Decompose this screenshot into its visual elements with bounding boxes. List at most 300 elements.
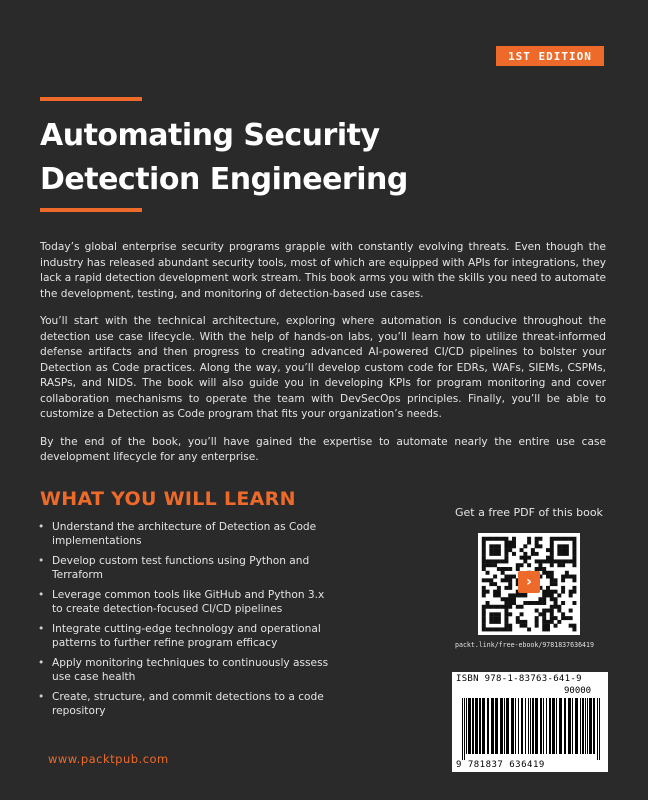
qr-module	[565, 537, 569, 541]
qr-module	[569, 575, 573, 579]
qr-module	[535, 544, 539, 548]
qr-module	[523, 559, 527, 563]
qr-module	[512, 537, 516, 541]
qr-module	[504, 578, 508, 582]
barcode-bar	[546, 698, 547, 754]
barcode-bar	[479, 698, 481, 754]
barcode-bar	[582, 698, 584, 754]
barcode-bar	[511, 698, 514, 754]
qr-module	[486, 559, 490, 563]
qr-module	[482, 609, 486, 613]
qr-module	[531, 548, 535, 552]
qr-module	[554, 590, 558, 594]
qr-module	[572, 548, 576, 552]
qr-module	[482, 627, 486, 631]
qr-module	[538, 537, 542, 541]
qr-module	[497, 552, 501, 556]
qr-module	[569, 609, 573, 613]
qr-module	[497, 567, 501, 571]
barcode-bar	[585, 698, 586, 754]
qr-module	[535, 541, 539, 545]
qr-module	[527, 627, 531, 631]
qr-module	[493, 548, 497, 552]
qr-module	[554, 624, 558, 628]
qr-module	[501, 567, 505, 571]
qr-module	[504, 567, 508, 571]
qr-module	[482, 541, 486, 545]
edition-badge: 1ST EDITION	[496, 46, 604, 66]
qr-module	[542, 612, 546, 616]
qr-module	[493, 590, 497, 594]
qr-module	[557, 609, 561, 613]
isbn-text: ISBN 978-1-83763-641-9	[456, 674, 582, 684]
qr-module	[486, 571, 490, 575]
qr-module	[535, 620, 539, 624]
description-paragraph: By the end of the book, you’ll have gained the expertise to automate nearly the entire use case development lifecycle for any enterprise.	[40, 435, 606, 463]
qr-module	[493, 605, 497, 609]
qr-module	[527, 537, 531, 541]
qr-module	[493, 563, 497, 567]
qr-module	[561, 616, 565, 620]
barcode-bar	[530, 698, 531, 754]
qr-module	[527, 541, 531, 545]
barcode-bar	[599, 698, 600, 760]
qr-module	[546, 575, 550, 579]
qr-module	[572, 559, 576, 563]
qr-module	[557, 620, 561, 624]
qr-module	[535, 601, 539, 605]
qr-module	[523, 593, 527, 597]
qr-module	[504, 544, 508, 548]
qr-module	[501, 578, 505, 582]
qr-module	[516, 563, 520, 567]
qr-module	[504, 620, 508, 624]
qr-module	[493, 612, 497, 616]
qr-module	[508, 544, 512, 548]
qr-module	[542, 597, 546, 601]
qr-module	[531, 601, 535, 605]
qr-module	[512, 541, 516, 545]
qr-module	[516, 620, 520, 624]
barcode-bar	[521, 698, 523, 754]
qr-module	[489, 627, 493, 631]
qr-module	[493, 537, 497, 541]
qr-module	[561, 559, 565, 563]
title-line-2: Detection Engineering	[40, 162, 408, 197]
qr-module	[508, 578, 512, 582]
qr-module	[561, 563, 565, 567]
qr-module	[523, 556, 527, 560]
barcode-bar	[587, 698, 588, 754]
qr-module	[572, 575, 576, 579]
qr-module	[550, 616, 554, 620]
barcode-bar	[528, 698, 529, 754]
qr-module	[546, 571, 550, 575]
qr-module	[550, 575, 554, 579]
qr-module	[565, 548, 569, 552]
qr-module	[527, 556, 531, 560]
qr-module	[542, 590, 546, 594]
qr-module	[523, 624, 527, 628]
qr-module	[512, 593, 516, 597]
qr-module	[550, 563, 554, 567]
qr-module	[561, 544, 565, 548]
title-line-1: Automating Security	[40, 118, 380, 153]
qr-module	[508, 582, 512, 586]
qr-module	[486, 605, 490, 609]
qr-module	[482, 556, 486, 560]
qr-module	[520, 620, 524, 624]
qr-module	[538, 612, 542, 616]
qr-module	[504, 537, 508, 541]
qr-module	[569, 593, 573, 597]
qr-module	[501, 627, 505, 631]
qr-module	[489, 620, 493, 624]
qr-module	[572, 578, 576, 582]
barcode-bar	[491, 698, 494, 754]
barcode-bar	[543, 698, 544, 754]
barcode-bar	[532, 698, 534, 754]
qr-module	[572, 586, 576, 590]
qr-module	[486, 578, 490, 582]
qr-module	[501, 597, 505, 601]
qr-module	[482, 620, 486, 624]
qr-module	[493, 620, 497, 624]
qr-module	[572, 601, 576, 605]
barcode-bar	[495, 698, 498, 754]
isbn-barcode	[452, 672, 608, 772]
qr-module	[523, 601, 527, 605]
qr-module	[482, 616, 486, 620]
qr-module	[557, 544, 561, 548]
qr-module	[546, 586, 550, 590]
qr-module	[557, 563, 561, 567]
qr-module	[572, 537, 576, 541]
qr-module	[493, 575, 497, 579]
qr-module	[542, 601, 546, 605]
barcode-bars	[460, 686, 604, 760]
qr-module	[565, 575, 569, 579]
barcode-bar	[515, 698, 516, 754]
qr-module	[516, 605, 520, 609]
qr-module	[493, 552, 497, 556]
barcode-bar	[589, 698, 592, 754]
barcode-bar	[466, 698, 467, 754]
qr-module	[550, 593, 554, 597]
qr-module	[482, 593, 486, 597]
qr-module	[546, 609, 550, 613]
qr-module	[497, 612, 501, 616]
qr-module	[554, 601, 558, 605]
qr-module	[508, 586, 512, 590]
qr-module	[565, 544, 569, 548]
qr-module	[512, 552, 516, 556]
qr-module	[546, 556, 550, 560]
qr-module	[561, 578, 565, 582]
qr-module	[504, 605, 508, 609]
qr-module	[565, 571, 569, 575]
qr-module	[486, 537, 490, 541]
qr-module	[482, 548, 486, 552]
barcode-bar	[540, 698, 542, 754]
qr-module	[486, 601, 490, 605]
qr-module	[572, 590, 576, 594]
qr-module	[501, 537, 505, 541]
qr-module	[504, 556, 508, 560]
qr-module	[493, 616, 497, 620]
barcode-bar	[580, 698, 581, 754]
qr-module	[504, 541, 508, 545]
barcode-number: 9 781837 636419	[456, 760, 545, 770]
barcode-bar	[518, 698, 519, 754]
qr-module	[497, 559, 501, 563]
qr-module	[504, 624, 508, 628]
qr-module	[482, 578, 486, 582]
qr-module	[561, 548, 565, 552]
qr-module	[504, 609, 508, 613]
qr-module	[550, 548, 554, 552]
learn-item: • Create, structure, and commit detections to a code repository	[38, 690, 338, 718]
barcode-bar	[468, 698, 471, 754]
qr-module	[561, 590, 565, 594]
qr-module	[538, 601, 542, 605]
barcode-bar	[572, 698, 573, 754]
qr-module	[550, 578, 554, 582]
qr-module	[508, 541, 512, 545]
free-ebook-link[interactable]: packt.link/free-ebook/9781837636419	[455, 641, 594, 649]
qr-module	[546, 590, 550, 594]
qr-module	[572, 552, 576, 556]
chevron-right-icon: ›	[518, 571, 540, 593]
qr-module	[561, 601, 565, 605]
qr-module	[554, 605, 558, 609]
learn-list	[38, 520, 338, 724]
barcode-bar	[464, 698, 465, 760]
qr-module	[489, 559, 493, 563]
qr-module	[572, 544, 576, 548]
qr-module	[489, 582, 493, 586]
qr-module	[542, 559, 546, 563]
qr-module	[497, 586, 501, 590]
qr-module	[523, 620, 527, 624]
qr-module	[561, 552, 565, 556]
qr-module	[497, 605, 501, 609]
barcode-bar	[472, 698, 474, 754]
qr-module	[557, 548, 561, 552]
qr-module	[557, 593, 561, 597]
qr-module	[482, 537, 486, 541]
qr-module	[565, 559, 569, 563]
qr-module	[550, 544, 554, 548]
qr-module	[561, 575, 565, 579]
qr-module	[489, 616, 493, 620]
qr-module	[504, 612, 508, 616]
qr-module	[501, 605, 505, 609]
qr-module	[489, 548, 493, 552]
qr-module	[501, 571, 505, 575]
qr-module	[572, 541, 576, 545]
qr-module	[508, 612, 512, 616]
qr-module	[489, 578, 493, 582]
book-description	[40, 240, 606, 478]
qr-module	[572, 627, 576, 631]
qr-module	[550, 609, 554, 613]
barcode-bar	[475, 698, 478, 754]
qr-module	[504, 548, 508, 552]
qr-module	[561, 612, 565, 616]
qr-module	[493, 544, 497, 548]
qr-module	[504, 616, 508, 620]
qr-module	[546, 559, 550, 563]
qr-module	[508, 575, 512, 579]
barcode-bar	[500, 698, 503, 754]
qr-module	[501, 559, 505, 563]
qr-module	[527, 601, 531, 605]
barcode-bar	[525, 698, 526, 754]
barcode-bar	[556, 698, 557, 754]
qr-module	[542, 567, 546, 571]
qr-module	[550, 559, 554, 563]
qr-module	[546, 624, 550, 628]
qr-module	[572, 624, 576, 628]
qr-module	[486, 563, 490, 567]
barcode-bar	[564, 698, 566, 754]
qr-module	[546, 593, 550, 597]
qr-code[interactable]	[478, 533, 580, 635]
qr-module	[520, 593, 524, 597]
qr-module	[482, 552, 486, 556]
qr-module	[508, 605, 512, 609]
qr-module	[508, 593, 512, 597]
barcode-bar	[552, 698, 555, 754]
qr-module	[489, 605, 493, 609]
qr-module	[482, 559, 486, 563]
qr-module	[538, 559, 542, 563]
qr-module	[535, 552, 539, 556]
qr-module	[508, 601, 512, 605]
qr-module	[554, 578, 558, 582]
title-top-rule	[40, 97, 142, 101]
qr-module	[512, 544, 516, 548]
price-code: 90000	[564, 686, 592, 696]
barcode-bar	[559, 698, 562, 754]
qr-module	[550, 620, 554, 624]
qr-module	[569, 616, 573, 620]
qr-module	[554, 597, 558, 601]
qr-module	[493, 627, 497, 631]
learn-heading: WHAT YOU WILL LEARN	[40, 488, 296, 510]
qr-module	[546, 620, 550, 624]
title-bottom-rule	[40, 208, 142, 212]
qr-module	[550, 590, 554, 594]
qr-module	[550, 605, 554, 609]
barcode-bar	[535, 698, 538, 754]
qr-module	[538, 544, 542, 548]
qr-module	[542, 627, 546, 631]
qr-module	[554, 582, 558, 586]
qr-module	[520, 548, 524, 552]
qr-module	[482, 586, 486, 590]
qr-module	[489, 612, 493, 616]
qr-module	[542, 624, 546, 628]
barcode-bar	[487, 698, 489, 754]
free-pdf-label: Get a free PDF of this book	[455, 506, 603, 519]
qr-module	[535, 609, 539, 613]
qr-module	[546, 548, 550, 552]
qr-module	[561, 586, 565, 590]
learn-item: • Leverage common tools like GitHub and Python 3.x to create detection-focused CI/CD pipelines	[38, 588, 338, 616]
qr-module	[542, 609, 546, 613]
qr-module	[504, 575, 508, 579]
qr-module	[504, 586, 508, 590]
qr-module	[565, 552, 569, 556]
qr-module	[508, 627, 512, 631]
barcode-bar	[549, 698, 551, 754]
qr-module	[493, 559, 497, 563]
qr-module	[572, 563, 576, 567]
qr-module	[550, 582, 554, 586]
qr-module	[512, 597, 516, 601]
qr-module	[550, 537, 554, 541]
qr-module	[497, 548, 501, 552]
qr-module	[482, 612, 486, 616]
qr-module	[482, 544, 486, 548]
qr-module	[516, 616, 520, 620]
barcode-bar	[597, 698, 598, 760]
qr-module	[493, 582, 497, 586]
qr-module	[504, 597, 508, 601]
qr-module	[486, 627, 490, 631]
barcode-bar	[504, 698, 505, 754]
qr-module	[550, 541, 554, 545]
qr-module	[497, 627, 501, 631]
qr-module	[565, 616, 569, 620]
qr-module	[497, 590, 501, 594]
qr-module	[482, 567, 486, 571]
qr-module	[504, 627, 508, 631]
qr-module	[542, 616, 546, 620]
barcode-bar	[482, 698, 485, 754]
qr-module	[535, 537, 539, 541]
qr-module	[569, 537, 573, 541]
qr-module	[557, 537, 561, 541]
barcode-bar	[568, 698, 571, 754]
qr-module	[508, 624, 512, 628]
qr-module	[550, 571, 554, 575]
qr-module	[538, 597, 542, 601]
qr-module	[489, 537, 493, 541]
qr-module	[482, 590, 486, 594]
learn-item: • Understand the architecture of Detection as Code implementations	[38, 520, 338, 548]
qr-module	[512, 601, 516, 605]
qr-module	[520, 556, 524, 560]
qr-module	[489, 544, 493, 548]
qr-module	[557, 559, 561, 563]
qr-module	[535, 559, 539, 563]
qr-module	[482, 624, 486, 628]
qr-module	[523, 544, 527, 548]
qr-module	[497, 544, 501, 548]
publisher-website-link[interactable]: www.packtpub.com	[48, 752, 169, 766]
qr-module	[531, 552, 535, 556]
description-paragraph: Today’s global enterprise security programs grapple with constantly evolving threats. Even though the industry has released abundant security tools, most of which are equipped with APIs for integrations, they lack a rapid detection development work stream. This book arms you with the skills you need to automate the development, testing, and monitoring of detection-based use cases.	[40, 241, 606, 300]
learn-item: • Develop custom test functions using Python and Terraform	[38, 554, 338, 582]
qr-module	[569, 590, 573, 594]
qr-module	[482, 563, 486, 567]
qr-module	[569, 624, 573, 628]
qr-module	[489, 552, 493, 556]
learn-item: • Integrate cutting-edge technology and operational patterns to further refine program efficacy	[38, 622, 338, 650]
